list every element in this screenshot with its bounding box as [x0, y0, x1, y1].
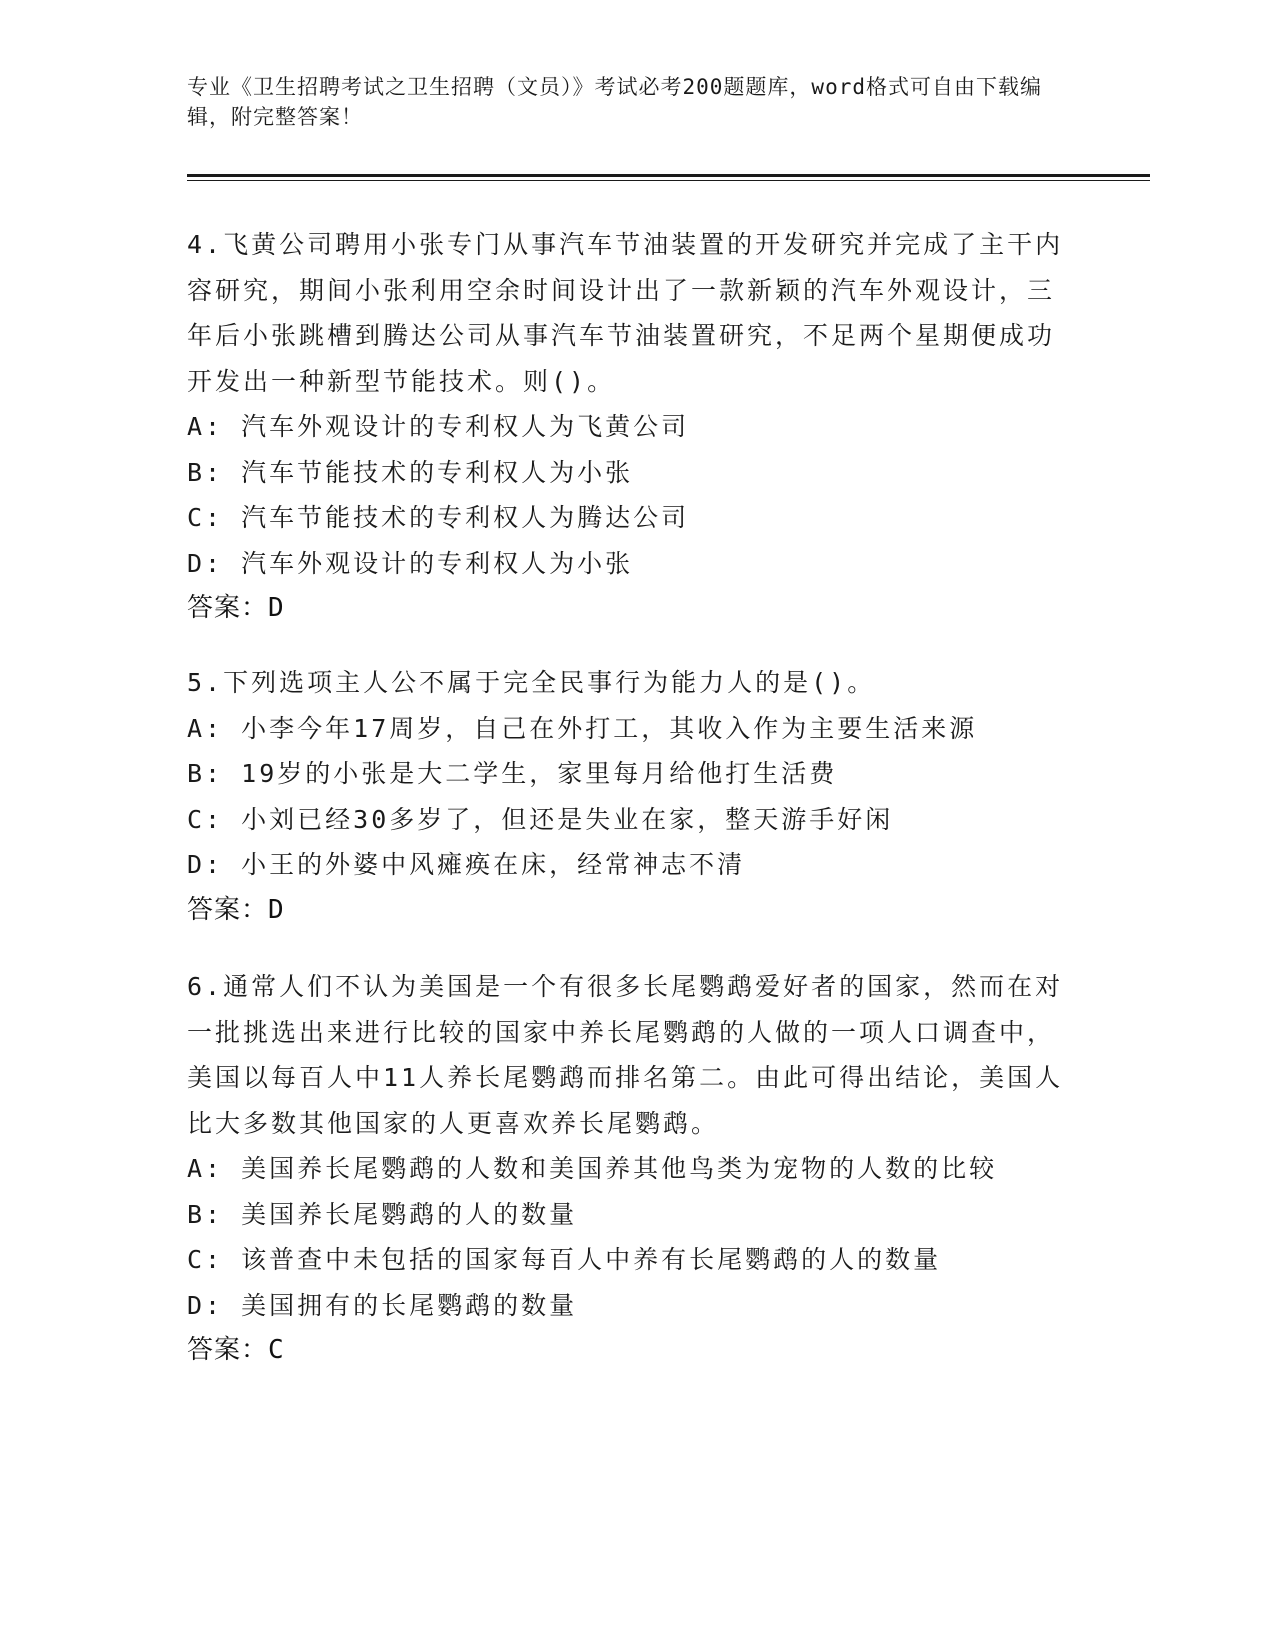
option-c: C: 小刘已经30多岁了，但还是失业在家，整天游手好闲 — [187, 804, 894, 834]
option-c: C: 汽车节能技术的专利权人为腾达公司 — [187, 503, 690, 532]
answer-label: 答案： — [187, 894, 269, 925]
answer — [187, 586, 1067, 632]
option-d: D: 小王的外婆中风瘫痪在床，经常神志不清 — [187, 850, 746, 879]
header-divider-thick — [187, 174, 1150, 177]
answer-label: 答案： — [187, 593, 269, 623]
option-b: B: 19岁的小张是大二学生，家里每月给他打生活费 — [187, 759, 838, 788]
option-b: B: 汽车节能技术的专利权人为小张 — [187, 457, 634, 487]
option-a: A: 美国养长尾鹦鹉的人数和美国养其他鸟类为宠物的人数的比较 — [187, 1154, 998, 1183]
question-5 — [187, 660, 1067, 933]
option-d: D: 美国拥有的长尾鹦鹉的数量 — [187, 1290, 578, 1320]
answer — [187, 1328, 1067, 1374]
answer-value: C — [268, 1335, 285, 1365]
option-d: D: 汽车外观设计的专利权人为小张 — [187, 548, 634, 578]
option-c: C: 该普查中未包括的国家每百人中养有长尾鹦鹉的人的数量 — [187, 1245, 942, 1274]
option-b: B: 美国养长尾鹦鹉的人的数量 — [187, 1199, 578, 1229]
document-header: 专业《卫生招聘考试之卫生招聘（文员）》考试必考200题题库，word格式可自由下载编辑，附完整答案！ — [187, 75, 1042, 129]
option-a: A: 小李今年17周岁，自己在外打工，其收入作为主要生活来源 — [187, 713, 978, 743]
question-4 — [187, 222, 1067, 632]
question-stem: 6.通常人们不认为美国是一个有很多长尾鹦鹉爱好者的国家，然而在对一批挑选出来进行比较的国家中养长尾鹦鹉的人做的一项人口调查中，美国以每百人中11人养长尾鹦鹉而排名第二。由此可得出结论，美国人比大多数其他国家的人更喜欢养长尾鹦鹉。 — [187, 972, 1064, 1138]
answer-value: D — [268, 593, 285, 623]
question-stem: 5.下列选项主人公不属于完全民事行为能力人的是()。 — [187, 668, 876, 697]
answer — [187, 888, 1067, 934]
answer-label: 答案： — [187, 1335, 269, 1365]
option-a: A: 汽车外观设计的专利权人为飞黄公司 — [187, 412, 690, 441]
header-divider-thin — [187, 180, 1150, 181]
question-6 — [187, 964, 1067, 1374]
question-stem: 4.飞黄公司聘用小张专门从事汽车节油装置的开发研究并完成了主干内容研究，期间小张利用空余时间设计出了一款新颖的汽车外观设计，三年后小张跳槽到腾达公司从事汽车节油装置研究，不足两个星期便成功开发出一种新型节能技术。则()。 — [187, 230, 1064, 396]
answer-value: D — [268, 894, 285, 925]
